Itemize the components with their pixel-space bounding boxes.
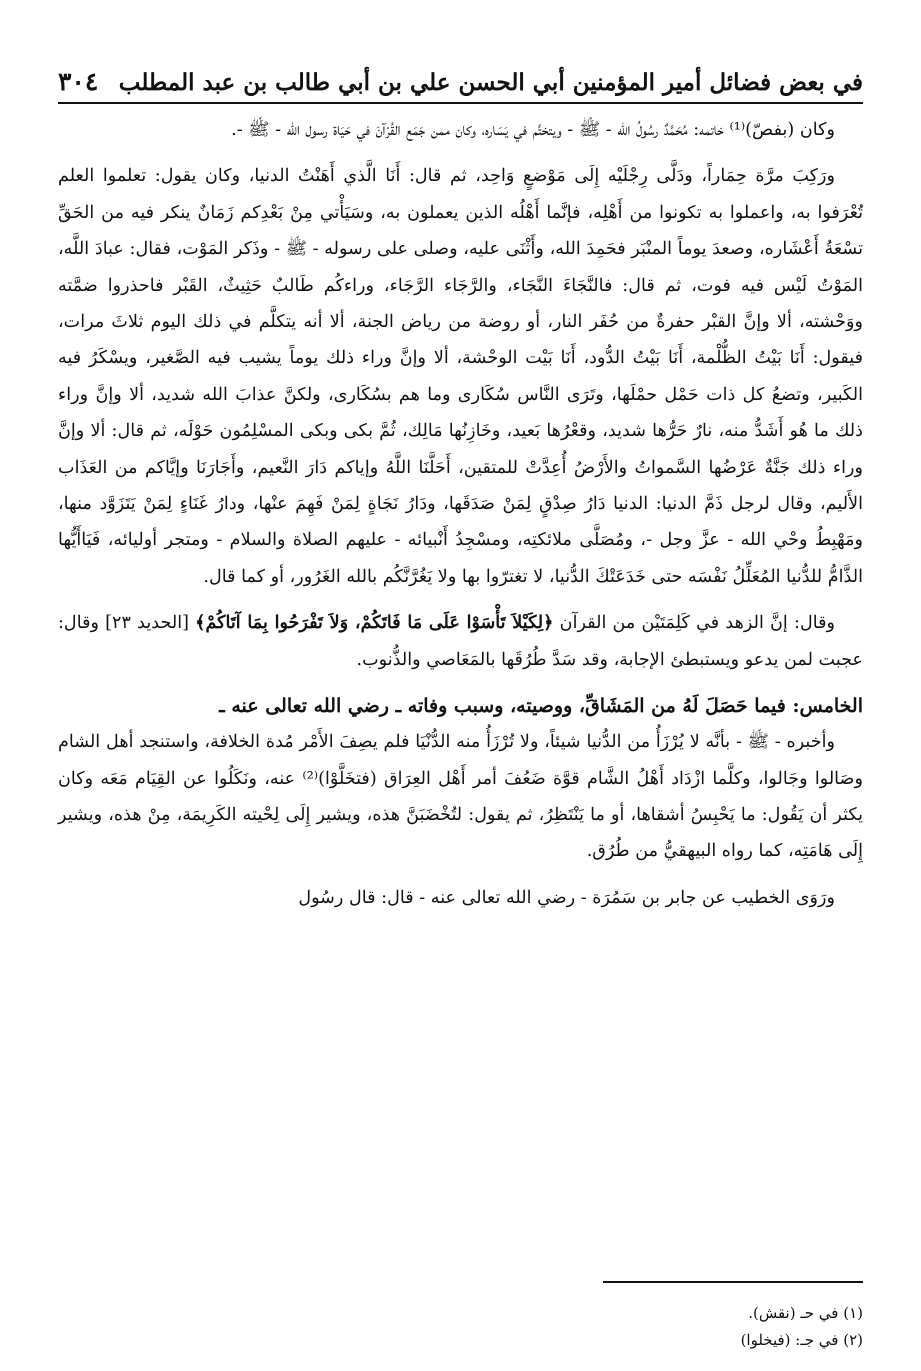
page-body	[58, 112, 863, 916]
paragraph-sermon: ورَكِبَ مرَّة حِمَاراً، ودَلَّى رِجْلَيْه إِلَى مَوْضعٍ وَاحِد، ثم قال: أَنَا الَّذي أَهَنْتُ الدنيا، وكان يقول: تعلموا العلم تُعْرَفوا به، واعملوا به تكونوا من أَهْلِه، فإنَّما أَهْلُه الذين يعملون به، وسَيَأْتي مِنْ بَعْدِكم زَمَانٌ ينكر فيه من الحَقِّ تسْعَةُ أَعْشَاره، وصعدَ يوماً المنْبَر فحَمِدَ الله، وأَثْنَى عليه، وصلى على رسوله - ﷺ - وذَكر المَوْت، فقال: عبادَ اللَّه، المَوْتُ لَيْس فيه فوت، ثم قال: فالنَّجَاءَ النَّجَاء، والرَّجَاء الرَّجَاء، وراءكُم طَالبٌ حَثِيثٌ، القَبْر فاحذروا ضمَّته ووَحْشته، ألا وإنَّ القبْر حفرةٌ من حُفَر النار، أو روضة من رياض الجنة، ألا أنه يتكلَّم في ذلك اليوم ثلاثَ مرات، فيقول: أَنَا بَيْتُ الظُّلْمة، أَنَا بَيْتُ الدُّود، أَنَا بَيْت الوحْشة، ألا وإنَّ وراء ذلك يوماً يشيب فيه الصَّغير، ويسْكَرُ فيه الكَبير، وتضعُ كل ذات حَمْل حمْلَها، وتَرَى النَّاس سُكَارى وما هم بسُكَارى، ولكنَّ عذابَ الله شديد، ألا وإنَّ وراء ذلك ما هُو أَشَدُّ منه، نارٌ حَرُّها شديد، وقعْرُها بَعيد، وخَازِنُها مَالِك، ثُمَّ بكى وبكى المسْلِمُون حَوْلَه، ثم قال: ألا وإنَّ وراء ذلك جَنَّةٌ عَرْضُها السَّمواتُ والأَرْضُ أُعِدَّتْ للمتقين، أَحَلَّنَا اللَّهُ وإياكم دَارَ النَّعيم، وأَجَارَنَا وإيَّاكم من العَذَاب الأَليم، وقال لرجل ذَمَّ الدنيا: الدنيا دَارُ صِدْقٍ لِمَنْ صَدَقَها، ودَارُ نَجَاةٍ لِمَنْ فَهِمَ عنْها، ودارُ غَنَاءٍ لِمَنْ يَتَزَوَّد منها، ومَهْبِطُ وحْي الله - عزَّ وجل -، ومُصَلَّى ملائكتِه، ومسْجِدُ أَنْبيائه - عليهم الصلاة والسلام - ومتجر أوليائه، فَيَاأَيُّها الذَّامُّ للدُّنيا المُعَلِّلُ نَفْسَه حتى خَدَعَتْكَ الدُّنيا، لا تغترّوا بها ولا يَغُرَّنَّكُم بالله الغَرُور، أو كما قال.	[58, 166, 863, 587]
footnote-2: (٢) في جـ: (فيخلوا)	[740, 1331, 863, 1349]
page	[58, 56, 863, 1351]
quran-intro-text: وقال: إنَّ الزهد في كَلِمَتَيْن من القرآن	[553, 613, 835, 634]
quran-verse: ﴿لِكَيْلاَ تَأْسَوْا عَلَى مَا فَاتَكُمْ، وَلاَ تَفْرَحُوا بِمَا آتَاكُمْ﴾	[195, 612, 554, 634]
footnotes	[741, 1300, 863, 1354]
running-title: في بعض فضائل أمير المؤمنين أبي الحسن علي بن أبي طالب بن عبد المطلب	[118, 69, 863, 96]
section-heading: الخامس: فيما حَصَلَ لَهُ من المَشَاقِّ، ووصيته، وسبب وفاته ـ رضي الله تعالى عنه ـ	[219, 695, 863, 718]
page-header	[58, 56, 863, 104]
paragraph-ring: وكان (بفصّ)⁽¹⁾ خاتمه: مُحَمَّدٌ رسُولُ الله - ﷺ - ويتختَّم في يَسَاره، وكان ممن جَمَع القُرْآنَ في حَيَاة رسول الله - ﷺ -.	[231, 120, 835, 140]
footnote-1: (١) في حـ (نقش).	[748, 1304, 863, 1322]
paragraph-khatib: ورَوَى الخطيب عن جابر بن سَمُرَة - رضي الله تعالى عنه - قال: قال رسُول	[298, 887, 835, 908]
page-number: ٣٠٤	[58, 67, 99, 96]
paragraph-caliphate: وأخبره - ﷺ - بأنَّه لا يُرْزَأُ من الدُّنيا شيئاً، ولا تُرْزَأُ منه الدُّنْيَا فلم يصِفَ الأَمْر مُدة الخلافة، واستنجد أهل الشام وصَالوا وجَالوا، وكلَّما ازْدَاد أَهْلُ الشَّام قوَّة ضَعُفَ أمر أَهْل العِرَاق (فتخَلَّوْا)⁽²⁾ عنه، ونَكَلُوا عن القِيَام مَعَه وكان يكثر أن يَقُول: ما يَحْبِسُ أشقاها، أو ما يَنْتَظِرُ، ثم يقول: لتُخْضَبَنَّ هذه، ويشير إِلَى لِحْيته الكَرِيمَة، مِنْ هذه، ويشير إِلَى هَامَتِه، كما رواه البيهقيُّ من طُرُق.	[58, 732, 863, 862]
quran-after-text: [الحديد ٢٣] وقال: عجبت لمن يدعو ويستبطئ الإجابة، وقد سَدَّ طُرُقَها بالمَعَاصي والذُّنوب.	[58, 613, 863, 670]
footnote-divider	[603, 1281, 863, 1283]
paragraph-zuhd	[58, 605, 863, 678]
